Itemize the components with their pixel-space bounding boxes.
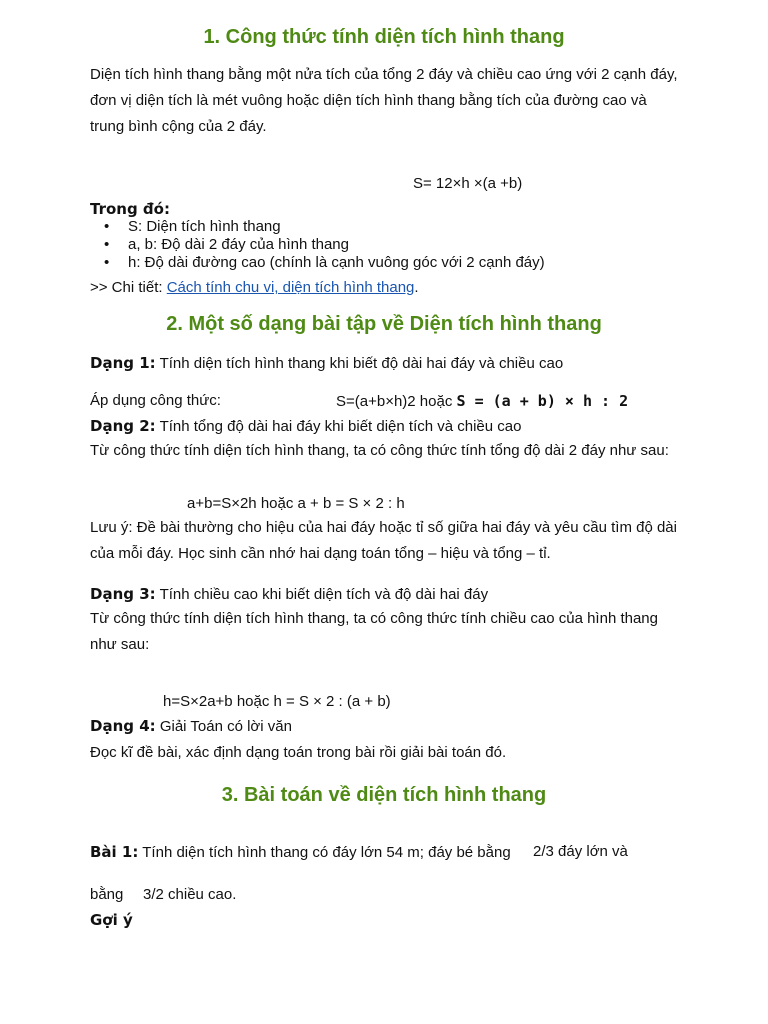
dang1-formula-bold: S = (a + b) × h : 2 — [456, 392, 629, 410]
dang4-text: Giải Toán có lời văn — [159, 718, 292, 735]
dang3-intro: Từ công thức tính diện tích hình thang, ta có công thức tính chiều cao của hình thang như sau: — [90, 610, 658, 653]
hint-label: Gợi ý — [90, 911, 133, 929]
bai1-text: Tính diện tích hình thang có đáy lớn 54 m; đáy bé bằng — [142, 844, 511, 861]
dang4-line — [90, 717, 292, 735]
detail-line — [90, 279, 419, 296]
detail-link[interactable]: Cách tính chu vi, diện tích hình thang — [166, 279, 415, 296]
section2-heading: 2. Một số dạng bài tập về Diện tích hình thang — [166, 313, 602, 335]
detail-suffix: . — [414, 279, 419, 296]
dang2-formula: a+b=S×2h hoặc a + b = S × 2 : h — [187, 495, 405, 512]
dang2-label: Dạng 2: — [90, 417, 156, 435]
dang3-label: Dạng 3: — [90, 585, 156, 603]
dang1-text: Tính diện tích hình thang khi biết độ dài hai đáy và chiều cao — [159, 355, 564, 372]
dang3-line — [90, 585, 488, 603]
dang4-label: Dạng 4: — [90, 717, 156, 735]
dang3-formula: h=S×2a+b hoặc h = S × 2 : (a + b) — [163, 693, 391, 710]
list-item: • h: Độ dài đường cao (chính là cạnh vuông góc với 2 cạnh đáy) — [90, 254, 545, 272]
dang1-formula — [336, 392, 628, 410]
section3-heading: 3. Bài toán về diện tích hình thang — [221, 784, 547, 806]
bai1-fraction-2: 3/2 chiều cao. — [143, 886, 237, 903]
dang3-text: Tính chiều cao khi biết diện tích và độ dài hai đáy — [159, 586, 489, 603]
bai1-label: Bài 1: — [90, 843, 139, 861]
detail-prefix: >> Chi tiết: — [90, 279, 167, 296]
list-item: • S: Diện tích hình thang — [90, 218, 545, 236]
dang4-desc: Đọc kĩ đề bài, xác định dạng toán trong bài rồi giải bài toán đó. — [90, 744, 507, 761]
dang2-text: Tính tổng độ dài hai đáy khi biết diện tích và chiều cao — [159, 418, 522, 435]
list-item: • a, b: Độ dài 2 đáy của hình thang — [90, 236, 545, 254]
bai1-fraction-1: 2/3 đáy lớn và — [533, 843, 628, 860]
where-label: Trong đó: — [90, 200, 170, 218]
dang2-line — [90, 417, 521, 435]
variable-list — [90, 218, 545, 272]
dang1-label: Dạng 1: — [90, 354, 156, 372]
dang1-line — [90, 354, 563, 372]
dang2-note: Lưu ý: Đề bài thường cho hiệu của hai đáy hoặc tỉ số giữa hai đáy và yêu cầu tìm độ dài của mỗi đáy. Học sinh cần nhớ hai dạng toán tổng – hiệu và tổng – tỉ. — [90, 519, 677, 562]
apply-label: Áp dụng công thức: — [90, 392, 221, 409]
dang2-intro: Từ công thức tính diện tích hình thang, ta có công thức tính tổng độ dài 2 đáy như sau: — [90, 442, 669, 459]
bai1-text-b: bằng — [90, 886, 124, 903]
section1-heading: 1. Công thức tính diện tích hình thang — [203, 26, 565, 48]
section1-intro: Diện tích hình thang bằng một nửa tích của tổng 2 đáy và chiều cao ứng với 2 cạnh đáy, đơn vị diện tích là mét vuông hoặc diện tích hình thang bằng tích của đường cao và trung bình cộng của 2 đáy. — [90, 66, 678, 135]
bai1-line — [90, 843, 511, 861]
area-formula: S= 12×h ×(a +b) — [413, 175, 523, 192]
dang1-formula-plain: S=(a+b×h)2 hoặc — [336, 393, 453, 410]
